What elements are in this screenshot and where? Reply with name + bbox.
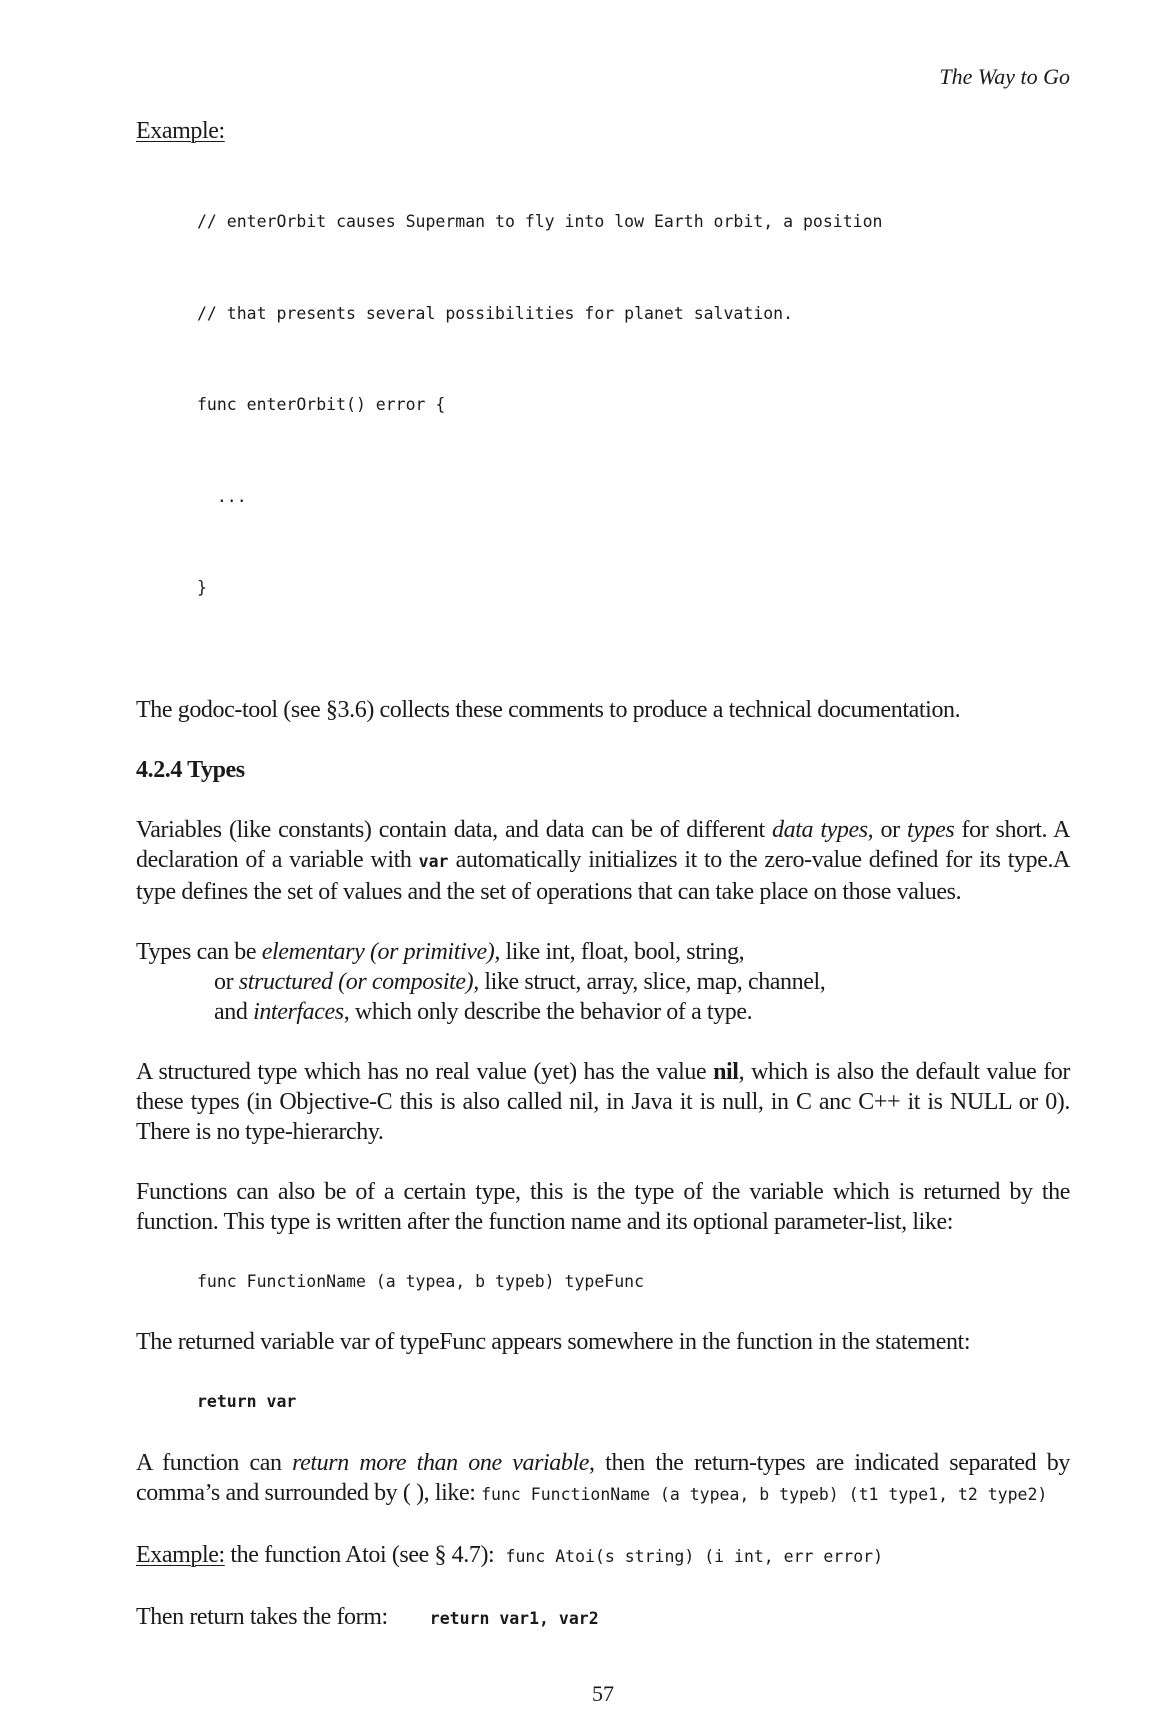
inline-code: func FunctionName (a typea, b typeb) (t1 type1, t2 type2): [481, 1484, 1048, 1504]
example-label-text: Example:: [136, 118, 225, 144]
text: like int, float, bool, string,: [499, 938, 745, 965]
then-return-line: [136, 1602, 1070, 1634]
code-line: // enterOrbit causes Superman to fly into low Earth orbit, a position: [197, 212, 883, 231]
line: [136, 997, 1070, 1027]
page-content: [136, 116, 1070, 1709]
code-line: }: [197, 578, 207, 597]
code-line: ...: [197, 486, 247, 506]
example-label-text: Example:: [136, 1541, 225, 1568]
emphasis: elementary (or primitive),: [261, 938, 500, 965]
inline-code: var: [418, 851, 449, 871]
text: , which is also the default value for these types (in Objective-C this is also called nil, in Java it is null, in C anc C++ it is NULL or 0). There is no type-hierarchy.: [136, 1058, 1071, 1145]
emphasis: types: [906, 816, 955, 843]
text: like struct, array, slice, map, channel,: [478, 968, 826, 995]
types-paragraph: [136, 815, 1070, 907]
text: or: [214, 968, 239, 995]
text: automatically initializes it to the zero-value defined for its type.A type defines the set of values and the set of operations that can take place on those values.: [136, 846, 1070, 905]
multi-return-paragraph: [136, 1448, 1070, 1510]
page-number: 57: [592, 1680, 614, 1706]
text: the function Atoi (see § 4.7):: [224, 1541, 506, 1568]
text: A structured type which has no real value (yet) has the value: [136, 1058, 714, 1085]
type-kinds-paragraph: [136, 937, 1070, 1027]
text: Types can be: [136, 938, 262, 965]
emphasis: interfaces: [253, 998, 344, 1025]
line: [136, 967, 1070, 997]
inline-code: return var1, var2: [429, 1608, 599, 1628]
text: , which only describe the behavior of a type.: [343, 998, 753, 1025]
inline-code: func Atoi(s string) (i int, err error): [505, 1546, 884, 1566]
code-line: // that presents several possibilities for planet salvation.: [197, 303, 794, 323]
text: and: [214, 998, 254, 1025]
atoi-example: [136, 1540, 1070, 1572]
text: for short. A declaration of a variable with: [136, 816, 1070, 873]
bold-term: nil: [713, 1058, 739, 1085]
text: , then the return-types are indicated separated by comma’s and surrounded by ( ), like:: [136, 1449, 1071, 1506]
godoc-paragraph: The godoc-tool (see §3.6) collects these comments to produce a technical documentation.: [136, 696, 961, 723]
returned-paragraph: The returned variable var of typeFunc appears somewhere in the function in the statement:: [136, 1329, 971, 1355]
example-label: [136, 116, 1070, 146]
functions-paragraph: Functions can also be of a certain type, this is the type of the variable which is returned by the function. This type is written after the function name and its optional parameter-list, like:: [136, 1178, 1070, 1235]
text: or: [873, 816, 907, 843]
text: Then return takes the form:: [136, 1603, 388, 1630]
text: Variables (like constants) contain data, and data can be of different: [136, 816, 773, 843]
emphasis: data types,: [772, 816, 874, 843]
code-signature: func FunctionName (a typea, b typeb) typeFunc: [197, 1271, 645, 1291]
running-header: The Way to Go: [939, 64, 1070, 89]
section-heading: 4.2.4 Types: [136, 756, 245, 783]
nil-paragraph: [136, 1057, 1070, 1147]
code-block-enterorbit: [197, 146, 1070, 665]
text: A function can: [136, 1449, 293, 1476]
emphasis: structured (or composite),: [238, 968, 479, 995]
line: [136, 937, 1070, 967]
code-line: func enterOrbit() error {: [197, 395, 446, 414]
code-return: return var: [197, 1392, 297, 1411]
emphasis: return more than one variable: [292, 1449, 590, 1476]
